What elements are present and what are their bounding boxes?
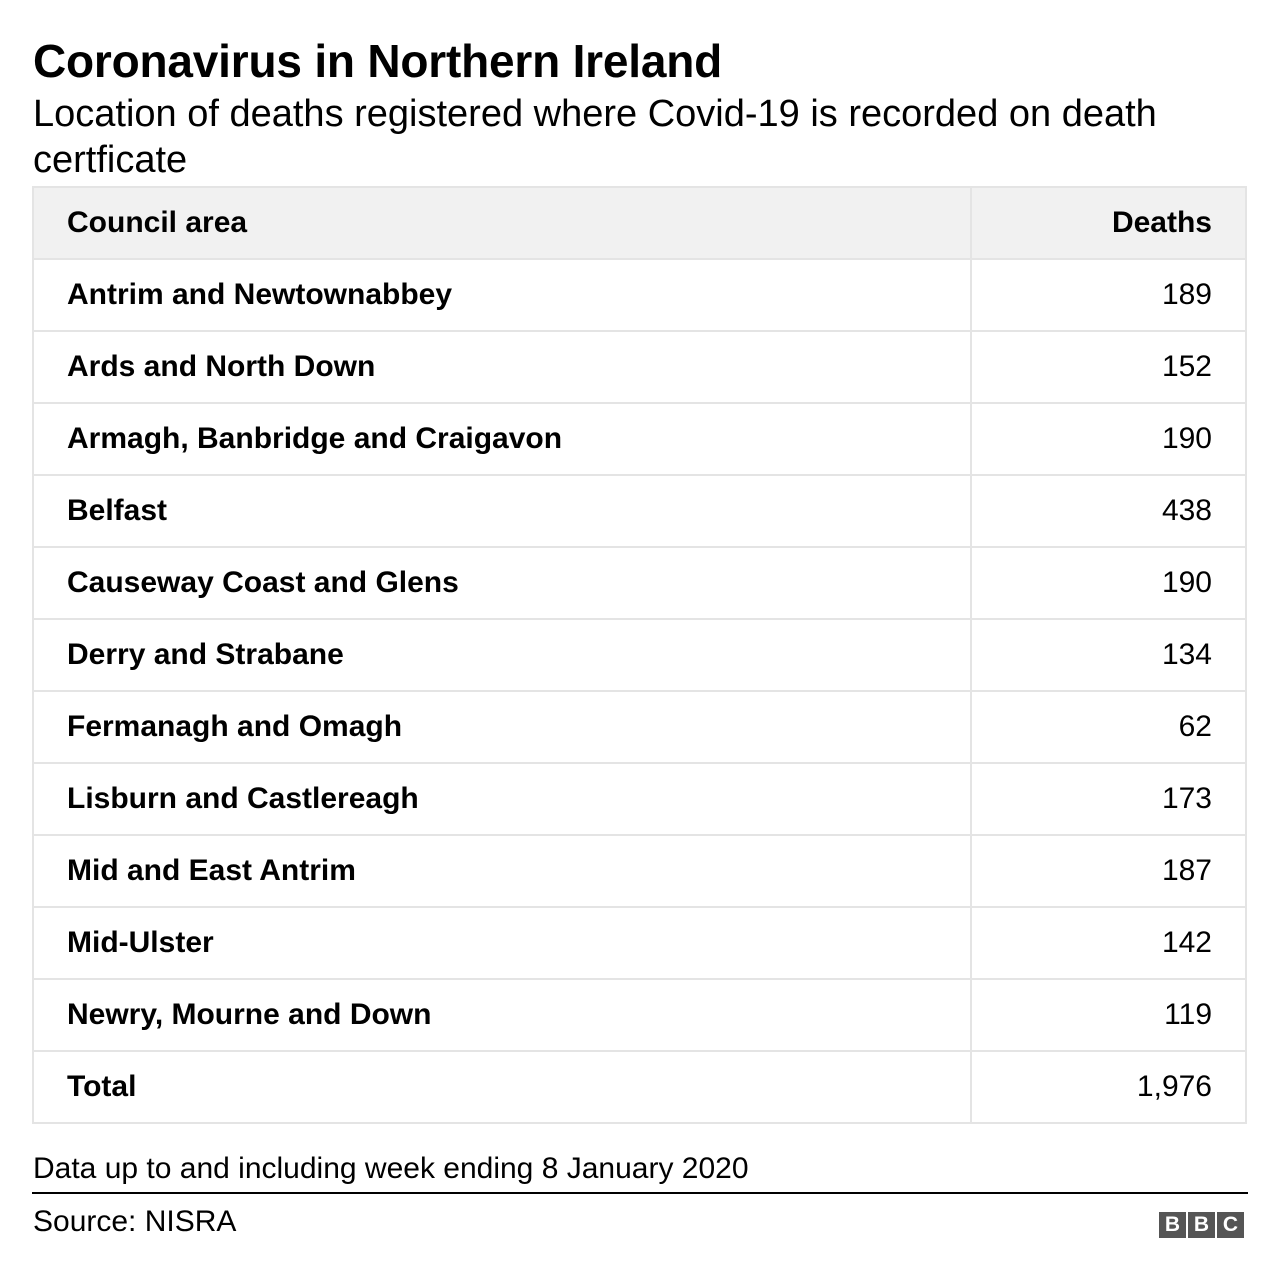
council-area-cell: Derry and Strabane [33,619,971,691]
deaths-cell: 438 [971,475,1246,547]
deaths-cell: 190 [971,547,1246,619]
council-area-cell: Antrim and Newtownabbey [33,259,971,331]
column-header-deaths: Deaths [971,187,1246,259]
council-area-cell: Newry, Mourne and Down [33,979,971,1051]
column-header-council-area: Council area [33,187,971,259]
deaths-cell: 142 [971,907,1246,979]
table-row [33,475,1246,547]
deaths-cell: 134 [971,619,1246,691]
deaths-cell: 1,976 [971,1051,1246,1123]
bbc-logo-letter: C [1217,1212,1244,1238]
council-area-cell: Ards and North Down [33,331,971,403]
deaths-cell: 189 [971,259,1246,331]
table-body [33,259,1246,1123]
council-area-cell: Mid-Ulster [33,907,971,979]
council-area-cell: Total [33,1051,971,1123]
council-area-cell: Causeway Coast and Glens [33,547,971,619]
deaths-cell: 173 [971,763,1246,835]
table-row [33,691,1246,763]
table-row [33,763,1246,835]
bbc-logo-letter: B [1188,1212,1215,1238]
bbc-logo-letter: B [1159,1212,1186,1238]
deaths-cell: 152 [971,331,1246,403]
table-row [33,907,1246,979]
table-row [33,979,1246,1051]
source-text: Source: NISRA [33,1205,237,1238]
table-row [33,259,1246,331]
council-area-cell: Belfast [33,475,971,547]
table-row [33,547,1246,619]
footer-divider [32,1192,1248,1194]
data-note: Data up to and including week ending 8 January 2020 [33,1152,749,1185]
deaths-cell: 62 [971,691,1246,763]
chart-title: Coronavirus in Northern Ireland [33,35,723,87]
table-row [33,403,1246,475]
chart-subtitle: Location of deaths registered where Covid-19 is recorded on death certficate [33,93,1157,181]
council-area-cell: Lisburn and Castlereagh [33,763,971,835]
deaths-table [32,186,1247,1124]
table-header-row [33,187,1246,259]
deaths-cell: 190 [971,403,1246,475]
deaths-cell: 119 [971,979,1246,1051]
deaths-cell: 187 [971,835,1246,907]
table-row [33,619,1246,691]
table-row [33,331,1246,403]
table-row [33,1051,1246,1123]
bbc-logo [1159,1212,1244,1238]
table-row [33,835,1246,907]
council-area-cell: Armagh, Banbridge and Craigavon [33,403,971,475]
council-area-cell: Mid and East Antrim [33,835,971,907]
council-area-cell: Fermanagh and Omagh [33,691,971,763]
